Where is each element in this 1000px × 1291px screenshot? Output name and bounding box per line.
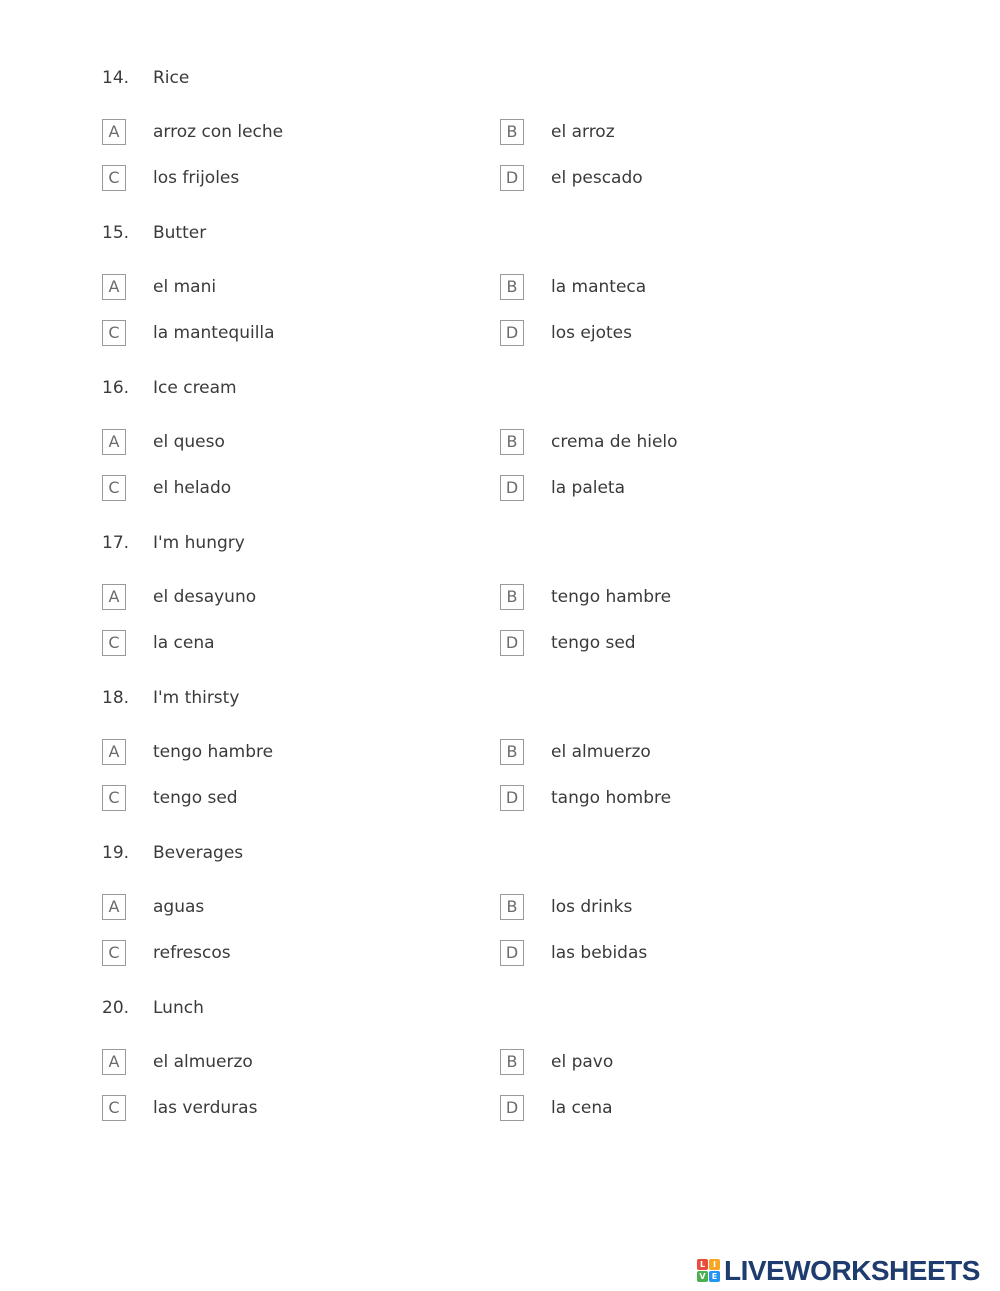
option-c[interactable]: [102, 630, 462, 658]
option-text: tengo sed: [153, 788, 238, 808]
option-text: los ejotes: [551, 323, 632, 343]
option-a[interactable]: [102, 119, 462, 147]
option-text: las bebidas: [551, 943, 648, 963]
logo-badge-icon: [697, 1259, 721, 1283]
logo-badge-letter: I: [709, 1259, 720, 1270]
option-b[interactable]: [500, 119, 860, 147]
option-a[interactable]: [102, 429, 462, 457]
question-15: [102, 222, 922, 362]
option-d[interactable]: [500, 320, 860, 348]
option-b[interactable]: [500, 894, 860, 922]
option-text: el almuerzo: [551, 742, 651, 762]
question-14: [102, 67, 922, 207]
question-18: [102, 687, 922, 827]
question-17: [102, 532, 922, 672]
option-text: los frijoles: [153, 168, 240, 188]
question-number: 17.: [102, 533, 130, 553]
option-letter-box[interactable]: C: [102, 475, 126, 501]
option-d[interactable]: [500, 1095, 860, 1123]
option-letter-box[interactable]: A: [102, 274, 126, 300]
question-prompt: I'm thirsty: [153, 688, 240, 708]
option-text: tengo sed: [551, 633, 636, 653]
option-a[interactable]: [102, 584, 462, 612]
option-letter-box[interactable]: A: [102, 894, 126, 920]
question-prompt: Ice cream: [153, 378, 237, 398]
option-letter-box[interactable]: D: [500, 320, 524, 346]
question-number: 14.: [102, 68, 130, 88]
option-text: las verduras: [153, 1098, 258, 1118]
option-letter-box[interactable]: C: [102, 630, 126, 656]
question-number: 19.: [102, 843, 130, 863]
option-d[interactable]: [500, 630, 860, 658]
option-text: el arroz: [551, 122, 615, 142]
option-text: el mani: [153, 277, 217, 297]
option-letter-box[interactable]: D: [500, 785, 524, 811]
option-c[interactable]: [102, 475, 462, 503]
question-19: [102, 842, 922, 982]
option-a[interactable]: [102, 739, 462, 767]
option-text: la manteca: [551, 277, 647, 297]
question-prompt: Beverages: [153, 843, 244, 863]
option-letter-box[interactable]: D: [500, 475, 524, 501]
option-text: la cena: [551, 1098, 613, 1118]
option-b[interactable]: [500, 274, 860, 302]
question-prompt: Lunch: [153, 998, 204, 1018]
option-text: tengo hambre: [551, 587, 672, 607]
question-prompt: I'm hungry: [153, 533, 245, 553]
option-text: el desayuno: [153, 587, 257, 607]
option-letter-box[interactable]: C: [102, 165, 126, 191]
option-c[interactable]: [102, 1095, 462, 1123]
option-text: el helado: [153, 478, 232, 498]
option-letter-box[interactable]: D: [500, 940, 524, 966]
option-b[interactable]: [500, 429, 860, 457]
option-text: la paleta: [551, 478, 626, 498]
option-b[interactable]: [500, 584, 860, 612]
option-letter-box[interactable]: A: [102, 584, 126, 610]
question-number: 20.: [102, 998, 130, 1018]
option-c[interactable]: [102, 320, 462, 348]
option-letter-box[interactable]: B: [500, 1049, 524, 1075]
option-text: aguas: [153, 897, 205, 917]
question-number: 16.: [102, 378, 130, 398]
option-text: la mantequilla: [153, 323, 275, 343]
option-letter-box[interactable]: A: [102, 429, 126, 455]
option-text: tango hombre: [551, 788, 672, 808]
option-letter-box[interactable]: C: [102, 320, 126, 346]
option-d[interactable]: [500, 940, 860, 968]
option-c[interactable]: [102, 165, 462, 193]
option-d[interactable]: [500, 165, 860, 193]
option-text: el queso: [153, 432, 225, 452]
option-d[interactable]: [500, 785, 860, 813]
option-letter-box[interactable]: B: [500, 274, 524, 300]
option-letter-box[interactable]: D: [500, 165, 524, 191]
question-number: 18.: [102, 688, 130, 708]
option-letter-box[interactable]: C: [102, 785, 126, 811]
option-letter-box[interactable]: C: [102, 1095, 126, 1121]
option-letter-box[interactable]: B: [500, 584, 524, 610]
option-letter-box[interactable]: A: [102, 739, 126, 765]
option-letter-box[interactable]: B: [500, 429, 524, 455]
option-c[interactable]: [102, 785, 462, 813]
option-text: arroz con leche: [153, 122, 284, 142]
option-text: la cena: [153, 633, 215, 653]
option-letter-box[interactable]: C: [102, 940, 126, 966]
logo-wordmark: LIVEWORKSHEETS: [724, 1255, 980, 1286]
question-20: [102, 997, 922, 1137]
option-b[interactable]: [500, 739, 860, 767]
liveworksheets-logo: [697, 1256, 997, 1286]
option-text: crema de hielo: [551, 432, 678, 452]
option-letter-box[interactable]: D: [500, 1095, 524, 1121]
logo-badge-letter: L: [697, 1259, 708, 1270]
option-letter-box[interactable]: B: [500, 894, 524, 920]
option-a[interactable]: [102, 894, 462, 922]
option-text: los drinks: [551, 897, 633, 917]
question-16: [102, 377, 922, 517]
question-number: 15.: [102, 223, 130, 243]
option-letter-box[interactable]: B: [500, 119, 524, 145]
option-text: el pescado: [551, 168, 643, 188]
option-text: el almuerzo: [153, 1052, 253, 1072]
option-letter-box[interactable]: A: [102, 1049, 126, 1075]
option-c[interactable]: [102, 940, 462, 968]
option-a[interactable]: [102, 1049, 462, 1077]
question-prompt: Butter: [153, 223, 207, 243]
option-letter-box[interactable]: B: [500, 739, 524, 765]
option-letter-box[interactable]: D: [500, 630, 524, 656]
question-prompt: Rice: [153, 68, 190, 88]
option-b[interactable]: [500, 1049, 860, 1077]
option-a[interactable]: [102, 274, 462, 302]
option-d[interactable]: [500, 475, 860, 503]
option-text: el pavo: [551, 1052, 614, 1072]
option-text: tengo hambre: [153, 742, 274, 762]
logo-badge-letter: E: [709, 1271, 720, 1282]
option-letter-box[interactable]: A: [102, 119, 126, 145]
option-text: refrescos: [153, 943, 231, 963]
logo-badge-letter: V: [697, 1271, 708, 1282]
